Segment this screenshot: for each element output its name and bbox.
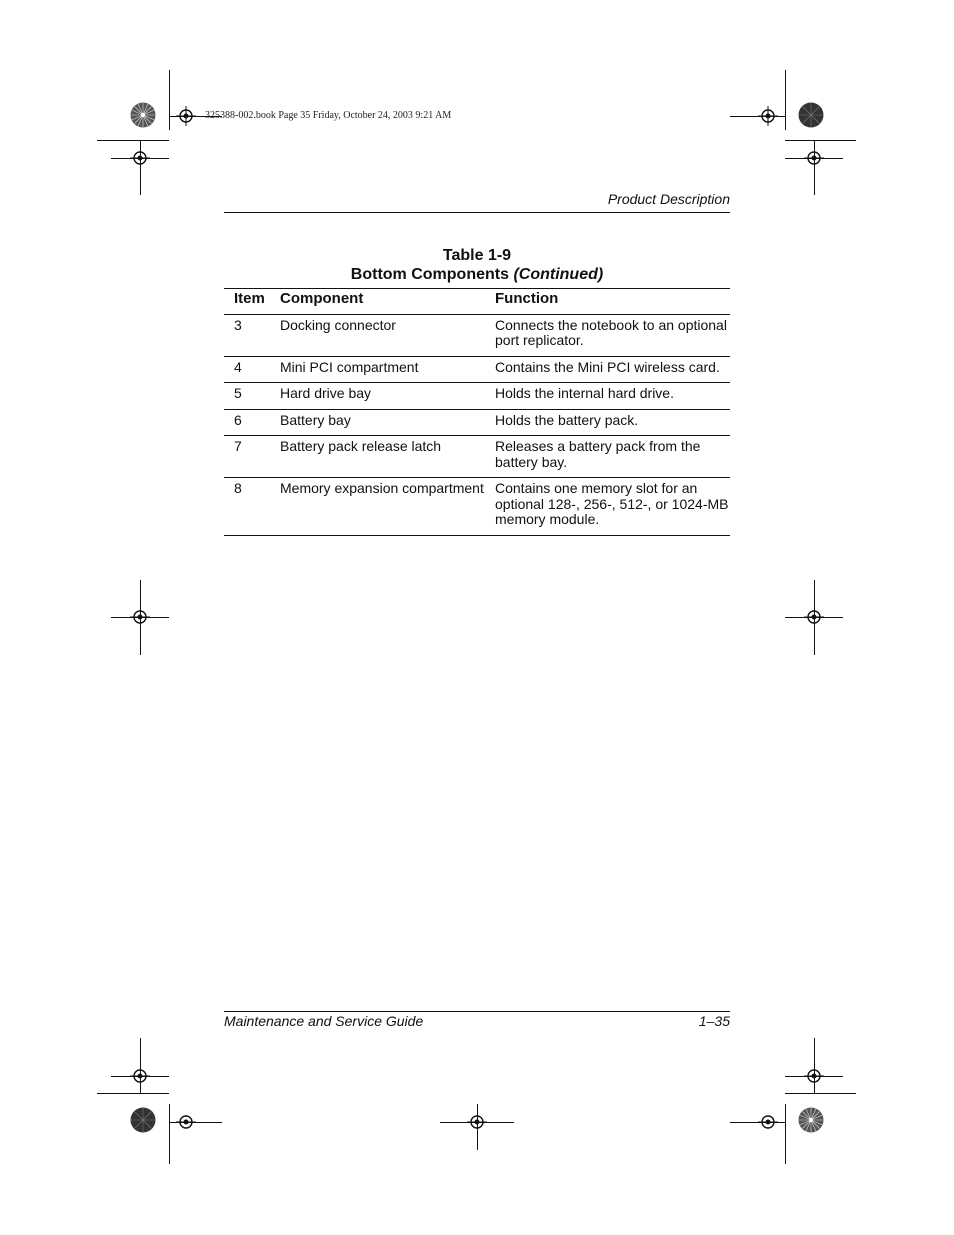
cell-item: 6 bbox=[224, 409, 280, 436]
cell-component: Battery pack release latch bbox=[280, 436, 495, 478]
footer-guide-title: Maintenance and Service Guide bbox=[224, 1013, 424, 1029]
cell-function: Contains the Mini PCI wireless card. bbox=[495, 356, 730, 383]
cell-function: Holds the internal hard drive. bbox=[495, 383, 730, 410]
table-row bbox=[224, 478, 730, 536]
table-row bbox=[224, 314, 730, 356]
cell-function: Holds the battery pack. bbox=[495, 409, 730, 436]
cell-component: Mini PCI compartment bbox=[280, 356, 495, 383]
cell-function: Releases a battery pack from the battery bay. bbox=[495, 436, 730, 478]
table-title-suffix: (Continued) bbox=[513, 266, 604, 283]
bottom-components-table bbox=[224, 288, 730, 536]
column-header-function: Function bbox=[495, 289, 730, 315]
cell-item: 5 bbox=[224, 383, 280, 410]
cell-item: 4 bbox=[224, 356, 280, 383]
starburst-mark-icon bbox=[798, 1107, 824, 1133]
starburst-mark-icon bbox=[130, 102, 156, 128]
running-head: Product Description bbox=[607, 191, 730, 207]
starburst-mark-icon bbox=[130, 1107, 156, 1133]
cell-item: 7 bbox=[224, 436, 280, 478]
print-slug: 325388-002.book Page 35 Friday, October 24, 2003 9:21 AM bbox=[205, 110, 452, 121]
cell-function: Connects the notebook to an optional port replicator. bbox=[495, 314, 730, 356]
table-number: Table 1-9 bbox=[442, 247, 512, 264]
cell-component: Memory expansion compartment bbox=[280, 478, 495, 536]
page-number: 1–35 bbox=[698, 1013, 730, 1029]
cell-component: Hard drive bay bbox=[280, 383, 495, 410]
header-rule bbox=[224, 212, 730, 213]
cell-function: Contains one memory slot for an optional 128-, 256-, 512-, or 1024-MB memory module. bbox=[495, 478, 730, 536]
table-row bbox=[224, 436, 730, 478]
table-title-text: Bottom Components bbox=[350, 266, 509, 283]
column-header-item: Item bbox=[224, 289, 280, 315]
cell-component: Battery bay bbox=[280, 409, 495, 436]
cell-component: Docking connector bbox=[280, 314, 495, 356]
cell-item: 8 bbox=[224, 478, 280, 536]
column-header-component: Component bbox=[280, 289, 495, 315]
table-title bbox=[224, 266, 730, 284]
cell-item: 3 bbox=[224, 314, 280, 356]
table-row bbox=[224, 356, 730, 383]
table-header-row bbox=[224, 289, 730, 315]
footer-rule bbox=[224, 1011, 730, 1012]
table-row bbox=[224, 409, 730, 436]
starburst-mark-icon bbox=[798, 102, 824, 128]
table-row bbox=[224, 383, 730, 410]
